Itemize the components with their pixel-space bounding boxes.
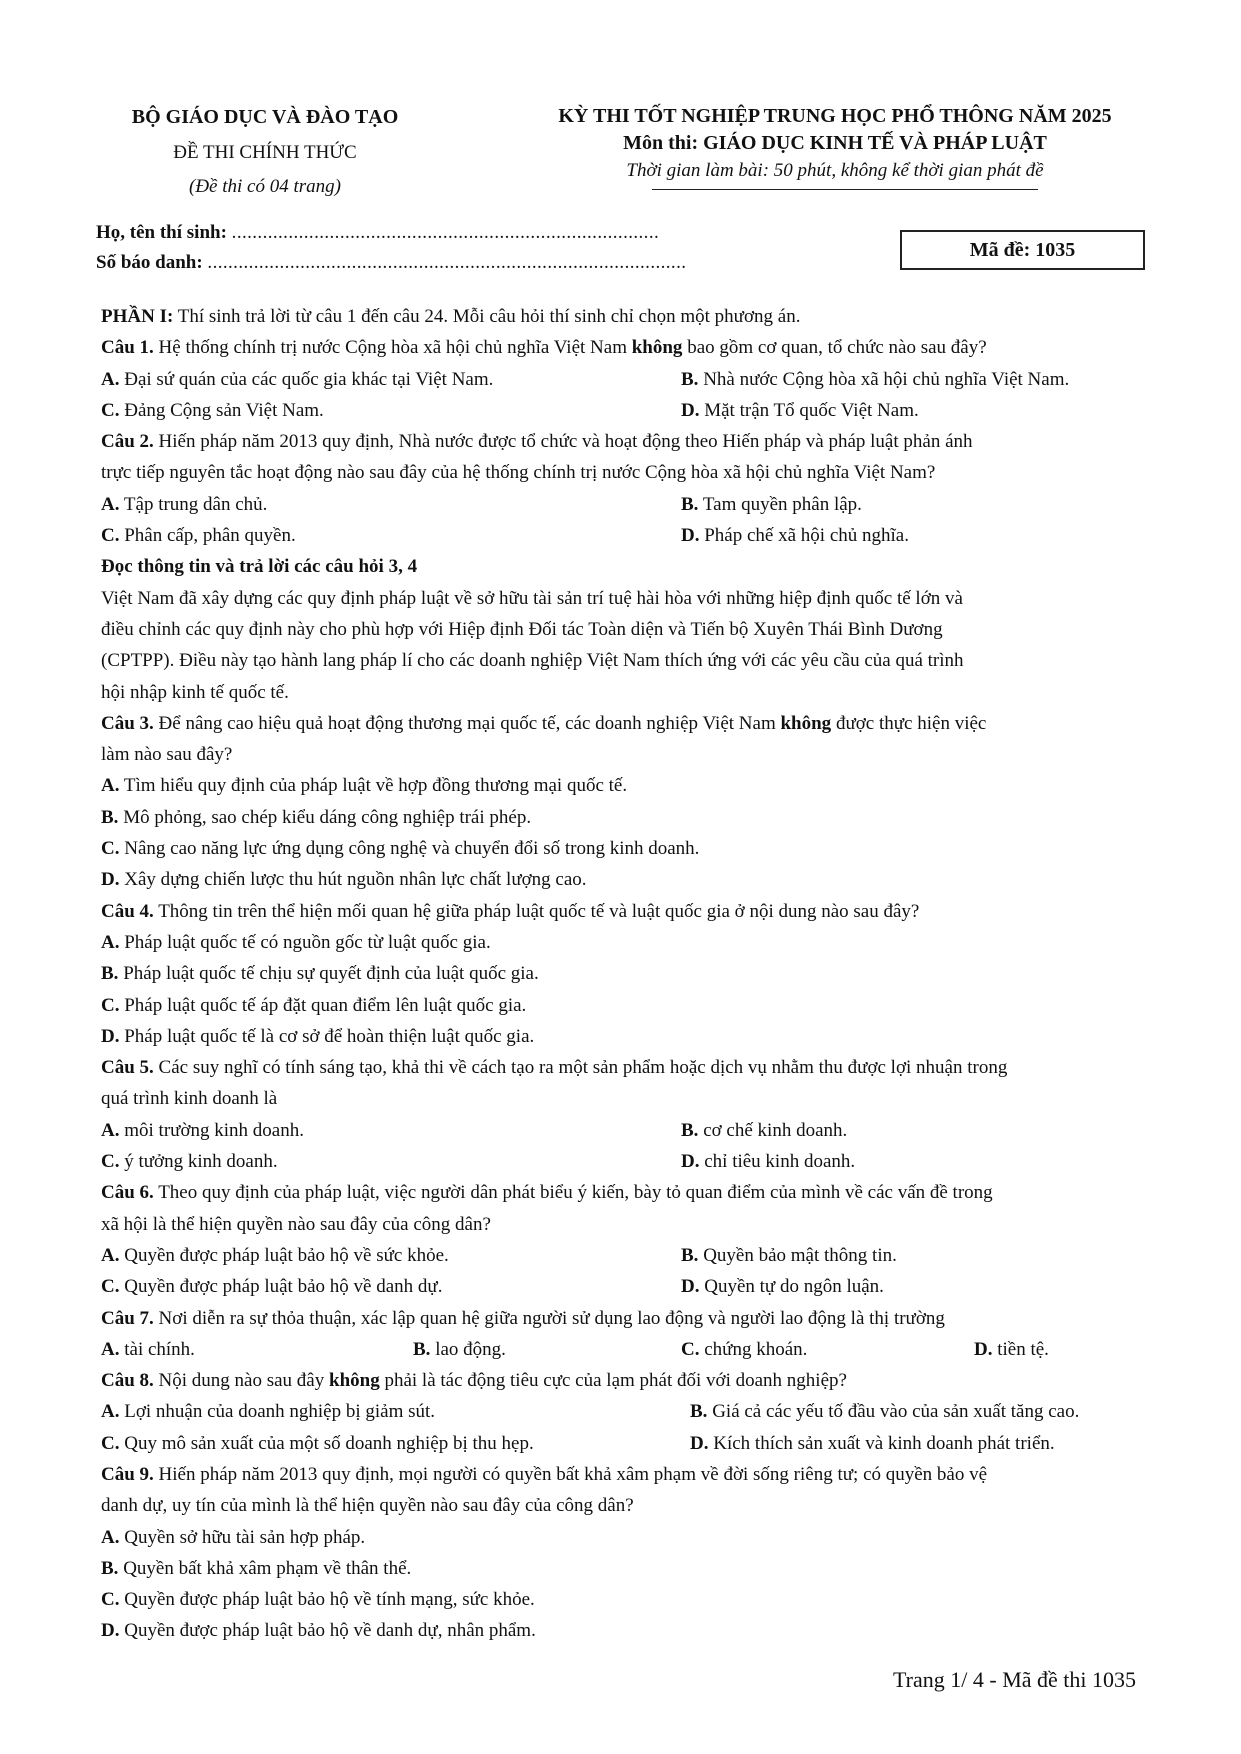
option-label: A. [101,1338,120,1360]
name-field [96,222,659,244]
question-number: Câu 3. [101,712,154,734]
option-b [681,1240,897,1271]
option-c [101,520,296,551]
question-4 [101,896,1171,927]
question-number: Câu 5. [101,1057,154,1079]
option-d [101,1615,1171,1646]
option-label: C. [101,1432,120,1454]
option-label: C. [101,1589,120,1611]
option-a [101,1240,449,1271]
option-b [101,1553,1171,1584]
option-text: Pháp luật quốc tế áp đặt quan điểm lên luật quốc gia. [124,994,527,1016]
option-label: A. [101,931,120,953]
option-text: tài chính. [124,1338,195,1360]
option-text: Xây dựng chiến lược thu hút nguồn nhân lực chất lượng cao. [124,869,587,891]
question-number: Câu 9. [101,1463,154,1485]
option-label: C. [101,838,120,860]
option-label: B. [681,1244,699,1266]
option-d [690,1428,1055,1459]
option-text: Quyền tự do ngôn luận. [704,1276,884,1298]
option-label: A. [101,493,120,515]
options-row [101,1115,1171,1146]
option-label: D. [101,869,120,891]
option-c [101,833,1171,864]
option-a [101,1115,304,1146]
question-emphasis: không [329,1370,380,1392]
option-text: Nâng cao năng lực ứng dụng công nghệ và chuyển đổi số trong kinh doanh. [124,838,700,860]
options-row [101,520,1171,551]
option-text: lao động. [435,1338,506,1360]
option-text: Quyền được pháp luật bảo hộ về tính mạng, sức khỏe. [124,1589,535,1611]
option-text: Quyền sở hữu tài sản hợp pháp. [124,1526,366,1548]
option-label: D. [681,525,700,547]
option-d [681,1146,855,1177]
option-label: A. [101,775,120,797]
option-c [101,1271,442,1302]
option-text: Quyền được pháp luật bảo hộ về danh dự, nhân phẩm. [124,1620,536,1642]
question-number: Câu 4. [101,900,154,922]
option-text: Phân cấp, phân quyền. [124,525,296,547]
question-3 [101,708,1171,739]
option-label: B. [101,963,119,985]
question-number: Câu 8. [101,1370,154,1392]
option-d [681,520,909,551]
header-underline [652,189,1038,190]
option-label: B. [681,493,699,515]
reading-line: Việt Nam đã xây dựng các quy định pháp luật về sở hữu tài sản trí tuệ hài hòa với những hiệp định quốc tế lớn và [101,587,963,609]
part1-label: PHẦN I: [101,306,174,327]
option-c [681,1334,807,1365]
question-text: Nội dung nào sau đây [153,1370,329,1392]
option-c [101,1146,278,1177]
option-label: D. [681,1151,700,1173]
ministry-name: BỘ GIÁO DỤC VÀ ĐÀO TẠO [131,106,399,128]
exam-time: Thời gian làm bài: 50 phút, không kể thời gian phát đề [626,160,1044,181]
options-row [101,364,1171,395]
option-a [101,364,493,395]
option-label: A. [101,1401,120,1423]
option-label: A. [101,368,120,390]
options-row [101,1240,1171,1271]
id-label: Số báo danh: [96,252,203,273]
option-d [681,1271,884,1302]
question-8 [101,1365,1171,1396]
option-text: Quyền được pháp luật bảo hộ về danh dự. [124,1276,443,1298]
option-a [101,1396,435,1427]
option-b [690,1396,1079,1427]
exam-code-box: Mã đề: 1035 [900,230,1145,270]
option-text: Lợi nhuận của doanh nghiệp bị giảm sút. [124,1401,436,1423]
reading-heading: Đọc thông tin và trả lời các câu hỏi 3, 4 [101,556,418,578]
option-label: C. [101,399,120,421]
option-text: Pháp chế xã hội chủ nghĩa. [704,525,909,547]
option-text: Tam quyền phân lập. [702,493,862,515]
question-text: bao gồm cơ quan, tổ chức nào sau đây? [682,337,987,359]
reading-line: (CPTPP). Điều này tạo hành lang pháp lí cho các doanh nghiệp Việt Nam thích ứng với các yêu cầu của quá trình [101,650,964,672]
reading-line: hội nhập kinh tế quốc tế. [101,681,289,703]
option-text: Tập trung dân chủ. [123,493,268,515]
option-text: Mặt trận Tổ quốc Việt Nam. [704,399,919,421]
option-d [101,1021,1171,1052]
option-text: ý tưởng kinh doanh. [124,1151,278,1173]
option-b [681,489,862,520]
option-d [101,864,1171,895]
options-row [101,1396,1171,1427]
option-b [413,1334,506,1365]
name-dots: ................................................................................... [231,222,660,243]
option-text: Pháp luật quốc tế có nguồn gốc từ luật quốc gia. [124,931,491,953]
question-number: Câu 2. [101,431,154,453]
option-label: A. [101,1244,120,1266]
option-c [101,1428,534,1459]
option-label: A. [101,1526,120,1548]
exam-subject: Môn thi: GIÁO DỤC KINH TẾ VÀ PHÁP LUẬT [623,132,1047,154]
option-label: D. [101,1025,120,1047]
question-1 [101,332,1171,363]
question-text: Hiến pháp năm 2013 quy định, Nhà nước được tổ chức và hoạt động theo Hiến pháp và pháp luật phản ánh [153,431,973,453]
options-row [101,395,1171,426]
question-text: Thông tin trên thể hiện mối quan hệ giữa pháp luật quốc tế và luật quốc gia ở nội dung nào sau đây? [153,900,920,922]
exam-body [101,301,1171,1647]
name-label: Họ, tên thí sinh: [96,222,227,243]
page-footer: Trang 1/ 4 - Mã đề thi 1035 [893,1667,1137,1692]
option-b [681,364,1069,395]
option-text: Đảng Cộng sản Việt Nam. [124,399,324,421]
option-text: Quyền được pháp luật bảo hộ về sức khỏe. [124,1244,449,1266]
question-5 [101,1052,1171,1083]
page-count: (Đề thi có 04 trang) [189,176,341,197]
question-text: phải là tác động tiêu cực của lạm phát đối với doanh nghiệp? [379,1370,847,1392]
option-label: B. [101,806,119,828]
id-field [96,252,686,274]
question-number: Câu 1. [101,337,154,359]
option-c [101,395,324,426]
option-label: B. [681,1119,699,1141]
id-dots: ............................................................................................. [207,252,687,273]
part1-text: Thí sinh trả lời từ câu 1 đến câu 24. Mỗi câu hỏi thí sinh chỉ chọn một phương án. [173,306,801,327]
option-label: C. [681,1338,700,1360]
question-text-line: quá trình kinh doanh là [101,1088,278,1110]
question-text: Nơi diễn ra sự thỏa thuận, xác lập quan hệ giữa người sử dụng lao động và người lao động là thị trường [153,1307,945,1329]
option-b [101,958,1171,989]
question-number: Câu 7. [101,1307,154,1329]
option-text: Đại sứ quán của các quốc gia khác tại Việt Nam. [124,368,494,390]
option-text: Kích thích sản xuất và kinh doanh phát triển. [713,1432,1055,1454]
option-label: D. [681,399,700,421]
option-label: B. [681,368,699,390]
question-text: Hiến pháp năm 2013 quy định, mọi người có quyền bất khả xâm phạm về đời sống riêng tư; có quyền bảo vệ [153,1463,988,1485]
question-text: Các suy nghĩ có tính sáng tạo, khả thi về cách tạo ra một sản phẩm hoặc dịch vụ nhằm thu được lợi nhuận trong [153,1057,1008,1079]
option-c [101,990,1171,1021]
option-text: Tìm hiểu quy định của pháp luật về hợp đồng thương mại quốc tế. [123,775,628,797]
question-text: được thực hiện việc [831,712,987,734]
option-text: Quyền bảo mật thông tin. [703,1244,897,1266]
option-text: môi trường kinh doanh. [124,1119,304,1141]
exam-title: KỲ THI TỐT NGHIỆP TRUNG HỌC PHỔ THÔNG NĂM 2025 [558,105,1112,127]
option-d [681,395,919,426]
option-a [101,489,267,520]
option-text: cơ chế kinh doanh. [703,1119,848,1141]
option-text: Pháp luật quốc tế chịu sự quyết định của luật quốc gia. [123,963,539,985]
question-text-line: xã hội là thể hiện quyền nào sau đây của công dân? [101,1213,491,1235]
option-text: chỉ tiêu kinh doanh. [704,1151,856,1173]
options-row [101,1428,1171,1459]
option-label: D. [974,1338,993,1360]
question-text-line: làm nào sau đây? [101,744,233,766]
question-text-line: trực tiếp nguyên tắc hoạt động nào sau đây của hệ thống chính trị nước Cộng hòa xã hội chủ nghĩa Việt Nam? [101,462,936,484]
official-label: ĐỀ THI CHÍNH THỨC [173,142,357,163]
question-number: Câu 6. [101,1182,154,1204]
option-c [101,1584,1171,1615]
option-label: C. [101,994,120,1016]
option-text: chứng khoán. [704,1338,808,1360]
options-row [101,489,1171,520]
option-a [101,770,1171,801]
option-label: D. [681,1276,700,1298]
reading-line: điều chỉnh các quy định này cho phù hợp với Hiệp định Đối tác Toàn diện và Tiến bộ Xuyên Thái Bình Dương [101,618,943,640]
question-emphasis: không [780,712,832,734]
question-6 [101,1177,1171,1208]
question-text: Hệ thống chính trị nước Cộng hòa xã hội chủ nghĩa Việt Nam [153,337,632,359]
option-b [101,802,1171,833]
option-a [101,927,1171,958]
option-label: C. [101,525,120,547]
question-text: Để nâng cao hiệu quả hoạt động thương mại quốc tế, các doanh nghiệp Việt Nam [153,712,781,734]
option-label: C. [101,1276,120,1298]
header-right [500,102,1170,186]
question-text: Theo quy định của pháp luật, việc người dân phát biểu ý kiến, bày tỏ quan điểm của mình về các vấn đề trong [153,1182,993,1204]
question-emphasis: không [631,337,683,359]
option-label: D. [101,1620,120,1642]
options-row [101,1146,1171,1177]
option-text: Pháp luật quốc tế là cơ sở để hoàn thiện luật quốc gia. [124,1025,535,1047]
option-label: C. [101,1151,120,1173]
option-text: Nhà nước Cộng hòa xã hội chủ nghĩa Việt Nam. [703,368,1070,390]
option-text: Mô phỏng, sao chép kiểu dáng công nghiệp trái phép. [123,806,532,828]
option-label: A. [101,1119,120,1141]
option-d [974,1334,1049,1365]
option-a [101,1522,1171,1553]
option-label: B. [413,1338,431,1360]
options-row [101,1334,1171,1365]
option-label: B. [101,1557,119,1579]
options-row [101,1271,1171,1302]
option-label: D. [690,1432,709,1454]
question-7 [101,1303,1171,1334]
header-left [100,102,430,204]
question-2 [101,426,1171,457]
option-text: tiền tệ. [997,1338,1049,1360]
option-a [101,1334,195,1365]
question-text-line: danh dự, uy tín của mình là thể hiện quyền nào sau đây của công dân? [101,1495,634,1517]
option-text: Giá cả các yếu tố đầu vào của sản xuất tăng cao. [712,1401,1080,1423]
option-text: Quy mô sản xuất của một số doanh nghiệp bị thu hẹp. [124,1432,534,1454]
option-b [681,1115,847,1146]
option-text: Quyền bất khả xâm phạm về thân thể. [123,1557,412,1579]
option-label: B. [690,1401,708,1423]
question-9 [101,1459,1171,1490]
part1-instruction [101,301,1171,332]
